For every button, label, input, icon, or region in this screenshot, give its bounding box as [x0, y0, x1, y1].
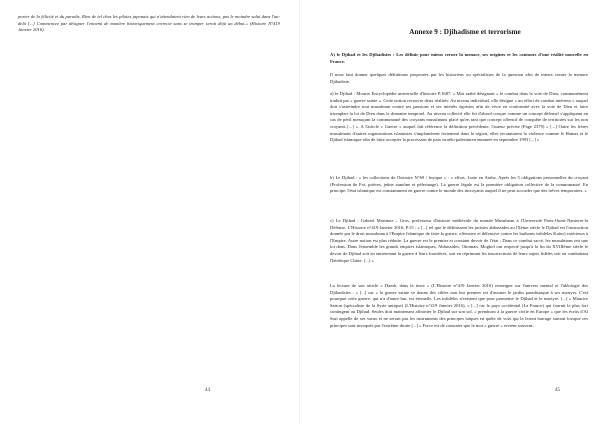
- text-line: islamistes s'implantèrent fortement dans la région, elles reconnurent la violence comme le Hamas: [394, 130, 579, 136]
- text-line: l'ensemble les grands empires islamiques, Abbassides, Ottoman, Moghol ont respecté jusqu'à la fin: [358, 244, 545, 250]
- text-line: La lecture de son article « Daesh, dans la texte » (L'Histoire n°419 Janvier 2016) renseigne sur: [330, 283, 521, 288]
- text-line: leurs actions, pas le moindre salut dans l'au-delà [...] Commencez par désigner l'ennemi de: [18, 14, 280, 26]
- text-line: communauté des croyants musulmans placé qu'en tant que concept offensif de conquête de: [376, 117, 547, 123]
- text-line: n'a d'autre but, est éternelle. Les infidèles n'existent que pour permettre le Djihad et le martyre.: [380, 296, 560, 302]
- text-line: Il nous faut donner quelques définitions proposées par les historiens ou spécialistes de la question: [330, 72, 524, 77]
- text-line: A) le Djihad et les Djihadistes : Les définir pour mieux cerner la menace, ses origines et les: [330, 52, 518, 57]
- paragraph-definition-a-text: [330, 91, 588, 144]
- text-line: est constamment en guerre contre le monde des incroyants auquel il ne peut accorder que des trêves: [376, 188, 560, 194]
- intro-paragraph: [330, 52, 588, 65]
- text-line: définissent les juristes abbassides au IXème siècle le Djihad est l'instruction donnée par le droit: [330, 224, 589, 237]
- text-line: afin de mieux cerner la menace Djihadiste.: [330, 72, 589, 84]
- text-line: elle fut d'abord conçue comme un concept défensif s'appliquant en cas de péril menaçant la: [330, 110, 588, 123]
- text-line: feront barrage surtout lorsque ces principes sont invoqués par l'extrême droite [...] » Force est de: [330, 315, 589, 328]
- paragraph-reading-text: [330, 283, 588, 329]
- text-line: affronter le Djihad sur son sol, « prendront à la guerre civile en Europe » que les écrits d'Al Suri: [330, 309, 588, 321]
- text-line: s'astreindre tout musulman contre ses passions et ses intérêts égoïstes afin de vivre en conformité: [339, 104, 530, 110]
- text-line: infidèles Kafur) extérieurs à l'Empire. Autre notion est plus réduite. La guerre est le premier: [330, 231, 589, 243]
- text-line: combat dans la voie de Dieu, communément traduit par « guerre sainte ». Cette notion recouvre: [330, 91, 588, 103]
- left-page-text: [18, 14, 280, 34]
- paragraph-definition-c: [330, 218, 588, 264]
- text-line: septembre 1993 [...] »: [499, 137, 540, 143]
- text-line: constater que le mot « guerre » revient souvent...: [445, 322, 536, 328]
- text-line: appelle de ses vœux et ne seront pas les instruments des principes laïques en quête de voix qui la: [339, 315, 524, 321]
- text-line: b) Le Djihad : « les collections de l'histoire N°69 / lexique » : « effort, Lutte en Arabe. Après les 5: [330, 175, 520, 180]
- paragraph-definition-c-text: [330, 218, 588, 264]
- text-line: [...] » Maurice Sarton (spécialiste de la Syrie antique) (L'Histoire n°419 Janvier 2016), « [...] car le: [330, 296, 588, 308]
- text-line: l'univers mental et l'idéologie des Djihadistes : « [...] car « la guerre sainte se donne des cibles: [330, 283, 589, 295]
- text-line: contours d'une réalité nouvelle en France.: [330, 52, 588, 64]
- text-line: précédente, l'auteur précise (Page 2379) « [...] Outre les frères musulmans d'autres organisations: [330, 123, 588, 136]
- text-line: c) Le Djihad : Gabriel Martinez – Gros, professeur d'histoire médiévale du monde Musulman à: [330, 218, 519, 223]
- text-line: non but premier est d'assurer le jardin paradisiaque à ses martyrs. C'est pourquoi cette guerre, qui: [330, 289, 588, 302]
- paragraph-definition-b: [330, 175, 588, 195]
- text-line: pays occidental (La France) qui fournit le plus fort contingent au Djihad. Seules doit maintenant: [330, 302, 588, 315]
- text-line: porter de la félicité et du paradis. Rien de tel chez les pilotes japonais qui n'attendaient rien de: [18, 14, 196, 19]
- intro-text: [330, 52, 588, 65]
- text-line: musulman à l'Empire Islamique de faire la guerre, offensive et défensive contre les barbares: [365, 231, 536, 237]
- text-line: territoires sur les non croyants [...] ». A l'article « Guerre » auquel fait référence la définition: [330, 117, 588, 129]
- text-line: et constant devoir de l'état ; Dans ce combat sacré, les musulmans ont une loi dans. Dans: [330, 237, 588, 250]
- text-line: obligations personnelles du croyant (Profession de Foi, prières, jeûne aumône et pèlerinage). La: [330, 175, 588, 187]
- paragraph-definition-b-text: [330, 175, 588, 195]
- text-line: temporaires. »: [560, 188, 587, 194]
- text-line: du XVIIIème siècle le devoir de Djihad soit en entretenant la guerre à leurs frontières, soit en: [330, 244, 589, 256]
- text-line: manière historiquement correcte sans se tromper serait déjà un début.» (Histoire N°419 Janvier: [18, 20, 280, 33]
- page-number-right: 45: [555, 388, 560, 393]
- text-line: 2016).: [32, 27, 45, 33]
- text-line: deux réalités: Au niveau individuel, elle désigne « un effort de combat intérieur » auquel doit: [330, 97, 589, 110]
- paragraph-reading: [330, 283, 588, 329]
- text-line: réprimant les insurrections de leurs sujets fidèles soit en combattant l'hérétique Chiite. [...] »: [330, 250, 588, 263]
- text-line: l'Université Paris-Ouest-Nanterre-la Défense, L'Histoire n°419 Janvier 2016, P.15 : « [...] tel que le: [330, 218, 588, 230]
- paragraph-definition-a: [330, 91, 588, 144]
- annex-heading: Annexe 9 : Djihadisme et terrorisme: [409, 28, 521, 36]
- text-line: et le Djihad islamique afin de faire accepter la procession de paix israélo-palestinien entamée en: [330, 130, 589, 143]
- text-line: guerre légale est la première obligation collective de la communauté. En principe, l'état islamique: [330, 181, 588, 194]
- page-number-left: 44: [205, 388, 210, 393]
- paragraph-1: [330, 72, 588, 85]
- left-page-paragraph: [18, 14, 280, 34]
- text-line: avec la voie de Dieu et faire triompher la loi de Dieu dans le domaine temporel. Au niveau collectif: [330, 104, 588, 116]
- text-line: a) le Djihad : Mourre Encyclopédie universelle d'histoire P.1687. « Mot arabe désignant « le: [330, 91, 504, 96]
- paragraph-1-text: [330, 72, 588, 85]
